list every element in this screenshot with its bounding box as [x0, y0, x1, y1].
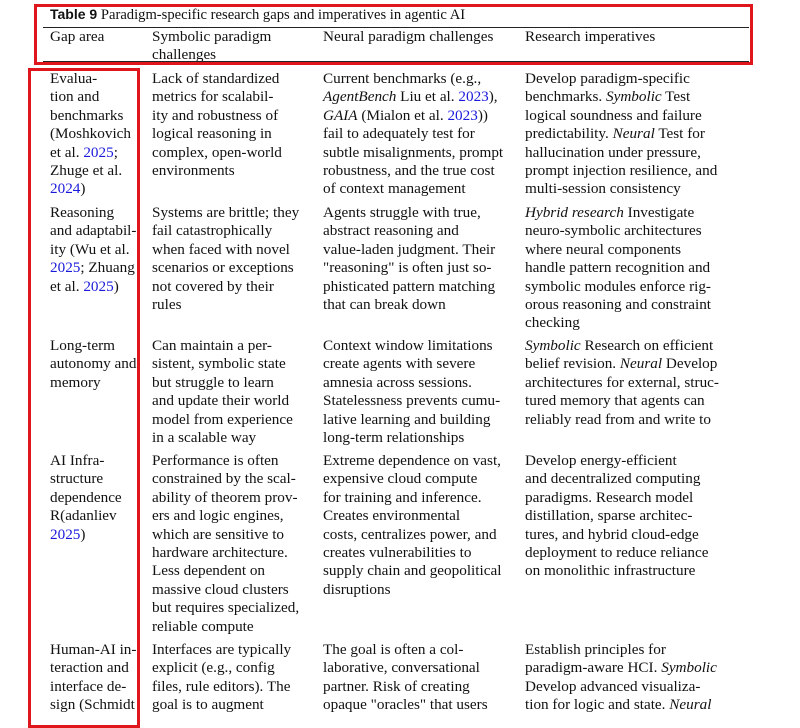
table-label: Table 9 [50, 6, 98, 22]
row4-gap: AI Infra- structure dependence R(adanliev 2025) [50, 452, 122, 543]
table-title: Paradigm-specific research gaps and imperatives in agentic AI [100, 7, 466, 23]
row1-gap: Evalua- tion and benchmarks (Moshkovich et al. 2025; Zhuge et al. 2024) [50, 70, 131, 198]
row3-gap: Long-term autonomy and memory [50, 337, 137, 391]
header-imperatives: Research imperatives [525, 28, 656, 45]
row1-imperatives: Develop paradigm-specific benchmarks. Symbolic Test logical soundness and failure predictability. Neural Test for hallucination under pressure, prompt injection resilience, and multi-session consistency [525, 70, 718, 198]
row2-imperatives: Hybrid research Investigate neuro-symbolic architectures where neural components handle pattern recognition and symbolic modules enforce rig- orous reasoning and constraint checking [525, 204, 712, 332]
row4-imperatives: Develop energy-efficient and decentralized computing paradigms. Research model distillation, sparse architec- tures, and hybrid cloud-edge deployment to reduce reliance on monolithic infrastructure [525, 452, 709, 580]
row4-neural: Extreme dependence on vast, expensive cloud compute for training and inference. Creates environmental costs, centralizes power, and creates vulnerabilities to supply chain and geopolitical disruptions [323, 452, 502, 598]
row5-neural: The goal is often a col- laborative, conversational partner. Risk of creating opaque "oracles" that users [323, 641, 488, 714]
row1-symbolic: Lack of standardized metrics for scalabil- ity and robustness of logical reasoning in complex, open-world environments [152, 70, 282, 180]
row5-symbolic: Interfaces are typically explicit (e.g., config files, rule editors). The goal is to augment [152, 641, 292, 714]
header-gap-area: Gap area [50, 28, 105, 45]
header-neural: Neural paradigm challenges [323, 28, 494, 45]
row2-neural: Agents struggle with true, abstract reasoning and value-laden judgment. Their "reasoning" is often just so- phisticated pattern matching that can break down [323, 204, 496, 314]
gap-column-highlight-box [28, 68, 140, 728]
header-symbolic: Symbolic paradigm challenges [152, 28, 272, 64]
header-highlight-box [34, 4, 753, 65]
row3-imperatives: Symbolic Research on efficient belief revision. Neural Develop architectures for external, struc- tured memory that agents can reliably read from and write to [525, 337, 719, 428]
row5-gap: Human-AI in- teraction and interface de- sign (Schmidt [50, 641, 137, 714]
row4-symbolic: Performance is often constrained by the scal- ability of theorem prov- ers and logic engines, which are sensitive to hardware architecture. Less dependent on massive cloud clusters but requires specialized, reliable compute [152, 452, 300, 635]
row2-gap: Reasoning and adaptabil- ity (Wu et al. 2025; Zhuang et al. 2025) [50, 204, 137, 295]
row2-symbolic: Systems are brittle; they fail catastrophically when faced with novel scenarios or exceptions not covered by their rules [152, 204, 300, 314]
row3-symbolic: Can maintain a per- sistent, symbolic state but struggle to learn and update their world model from experience in a scalable way [152, 337, 293, 447]
row5-imperatives: Establish principles for paradigm-aware HCI. Symbolic Develop advanced visualiza- tion for logic and state. Neural [525, 641, 717, 714]
row1-neural: Current benchmarks (e.g., AgentBench Liu et al. 2023), GAIA (Mialon et al. 2023)) fail to adequately test for subtle misalignments, prompt robustness, and the true cost of context management [323, 70, 504, 198]
row3-neural: Context window limitations create agents with severe amnesia across sessions. Statelessness prevents cumu- lative learning and building long-term relationships [323, 337, 501, 447]
